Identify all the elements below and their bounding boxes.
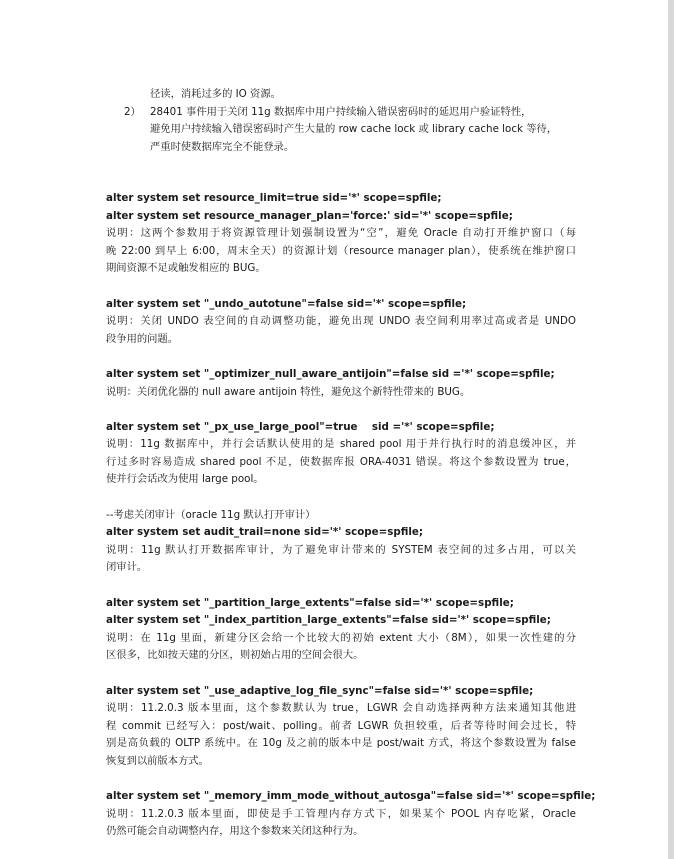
sql-command: alter system set "_px_use_large_pool"=true sid ='*' scope=spfile; <box>106 420 495 433</box>
paragraph-spacer <box>106 577 576 595</box>
note-line: 行过多时容易造成 shared pool 不足，使数据库报 ORA-4031 错误。将这个参数设置为 true， <box>106 455 576 468</box>
note-line: 仍然可能会自动调整内存，用这个参数来关闭这种行为。 <box>106 825 364 838</box>
note-line: 说明：11g 数据库中，并行会话默认使用的是 shared pool 用于并行执行时的消息缓冲区，并 <box>106 438 576 451</box>
parameter-section <box>106 683 576 771</box>
paragraph-spacer <box>106 348 576 366</box>
page-edge-shadow <box>668 0 674 859</box>
note-line: 说明：11.2.0.3 版本里面，这个参数默认为 true，LGWR 会自动选择两种方法来通知其他进 <box>106 702 576 715</box>
sql-command: alter system set "_partition_large_extents"=false sid='*' scope=spfile; <box>106 596 514 609</box>
parameter-section <box>106 507 576 577</box>
parameter-section <box>106 296 576 349</box>
list-item-body <box>150 104 576 157</box>
note-line: 说明：11g 默认打开数据库审计，为了避免审计带来的 SYSTEM 表空间的过多占用，可以关 <box>106 543 576 556</box>
sql-command: alter system set "_undo_autotune"=false sid='*' scope=spfile; <box>106 297 467 310</box>
list-item-line: 避免用户持续输入错误密码时产生大量的 row cache lock 或 library cache lock 等待， <box>150 123 558 136</box>
parameter-section <box>106 419 576 489</box>
document-body <box>106 86 596 841</box>
paragraph-spacer <box>106 665 576 683</box>
paragraph-spacer <box>106 156 576 174</box>
parameter-section <box>106 788 596 841</box>
sql-command: alter system set audit_trail=none sid='*' scope=spfile; <box>106 526 424 539</box>
note-line: 程 commit 已经写入：post/wait、polling。前者 LGWR 负担较重，后者等待时间会过长，特 <box>106 719 576 732</box>
note-line: 说明：关闭优化器的 null aware antijoin 特性，避免这个新特性带来的 BUG。 <box>106 385 471 398</box>
sql-command: alter system set "_optimizer_null_aware_antijoin"=false sid ='*' scope=spfile; <box>106 367 555 380</box>
sql-command: alter system set "_use_adaptive_log_file_sync"=false sid='*' scope=spfile; <box>106 684 534 697</box>
paragraph-spacer <box>106 278 576 296</box>
note-line: 说明：在 11g 里面，新建分区会给一个比较大的初始 extent 大小（8M），如果一次性建的分 <box>106 631 576 644</box>
note-line: 恢复到以前版本方式。 <box>106 754 209 767</box>
list-number: 2） <box>124 105 141 118</box>
parameter-section <box>106 366 576 401</box>
paragraph-spacer <box>106 174 576 190</box>
paragraph-spacer <box>106 771 576 789</box>
list-item-2 <box>106 104 576 157</box>
parameter-section <box>106 595 576 665</box>
note-line: 使并行会话改为使用 large pool。 <box>106 473 264 486</box>
note-line: 闭审计。 <box>106 561 148 574</box>
list-item-1-tail: 径读，消耗过多的 IO 资源。 <box>150 88 281 100</box>
note-line: 段争用的问题。 <box>106 332 179 345</box>
list-item-line: 28401 事件用于关闭 11g 数据库中用户持续输入错误密码时的延迟用户验证特性， <box>150 105 532 118</box>
note-line: 别是高负载的 OLTP 系统中。在 10g 及之前的版本中是 post/wait 方式，将这个参数设置为 false <box>106 737 576 750</box>
sql-command: alter system set resource_limit=true sid='*' scope=spfile; <box>106 191 442 204</box>
note-line: 期间资源不足或触发相应的 BUG。 <box>106 262 266 275</box>
note-line: 晚 22:00 到早上 6:00，周末全天）的资源计划（resource manager plan），使系统在维护窗口 <box>106 244 576 257</box>
note-line: 说明：关闭 UNDO 表空间的自动调整功能，避免出现 UNDO 表空间利用率过高或者是 UNDO <box>106 315 576 328</box>
sql-command: alter system set "_memory_imm_mode_without_autosga"=false sid='*' scope=spfile; <box>106 790 596 803</box>
paragraph-spacer <box>106 489 576 507</box>
sql-comment: --考虑关闭审计（oracle 11g 默认打开审计） <box>106 508 316 521</box>
sql-command: alter system set resource_manager_plan='force:' sid='*' scope=spfile; <box>106 209 513 222</box>
note-line: 说明：11.2.0.3 版本里面，即使是手工管理内存方式下，如果某个 POOL 内存吃紧，Oracle <box>106 807 576 820</box>
note-line: 说明：这两个参数用于将资源管理计划强制设置为“空”，避免 Oracle 自动打开维护窗口（每 <box>106 227 576 240</box>
paragraph-spacer <box>106 401 576 419</box>
list-item-line: 严重时使数据库完全不能登录。 <box>150 140 295 153</box>
note-line: 区很多，比如按天建的分区，则初始占用的空间会很大。 <box>106 649 364 662</box>
parameter-section <box>106 190 576 278</box>
sql-command: alter system set "_index_partition_large_extents"=false sid='*' scope=spfile; <box>106 614 551 627</box>
